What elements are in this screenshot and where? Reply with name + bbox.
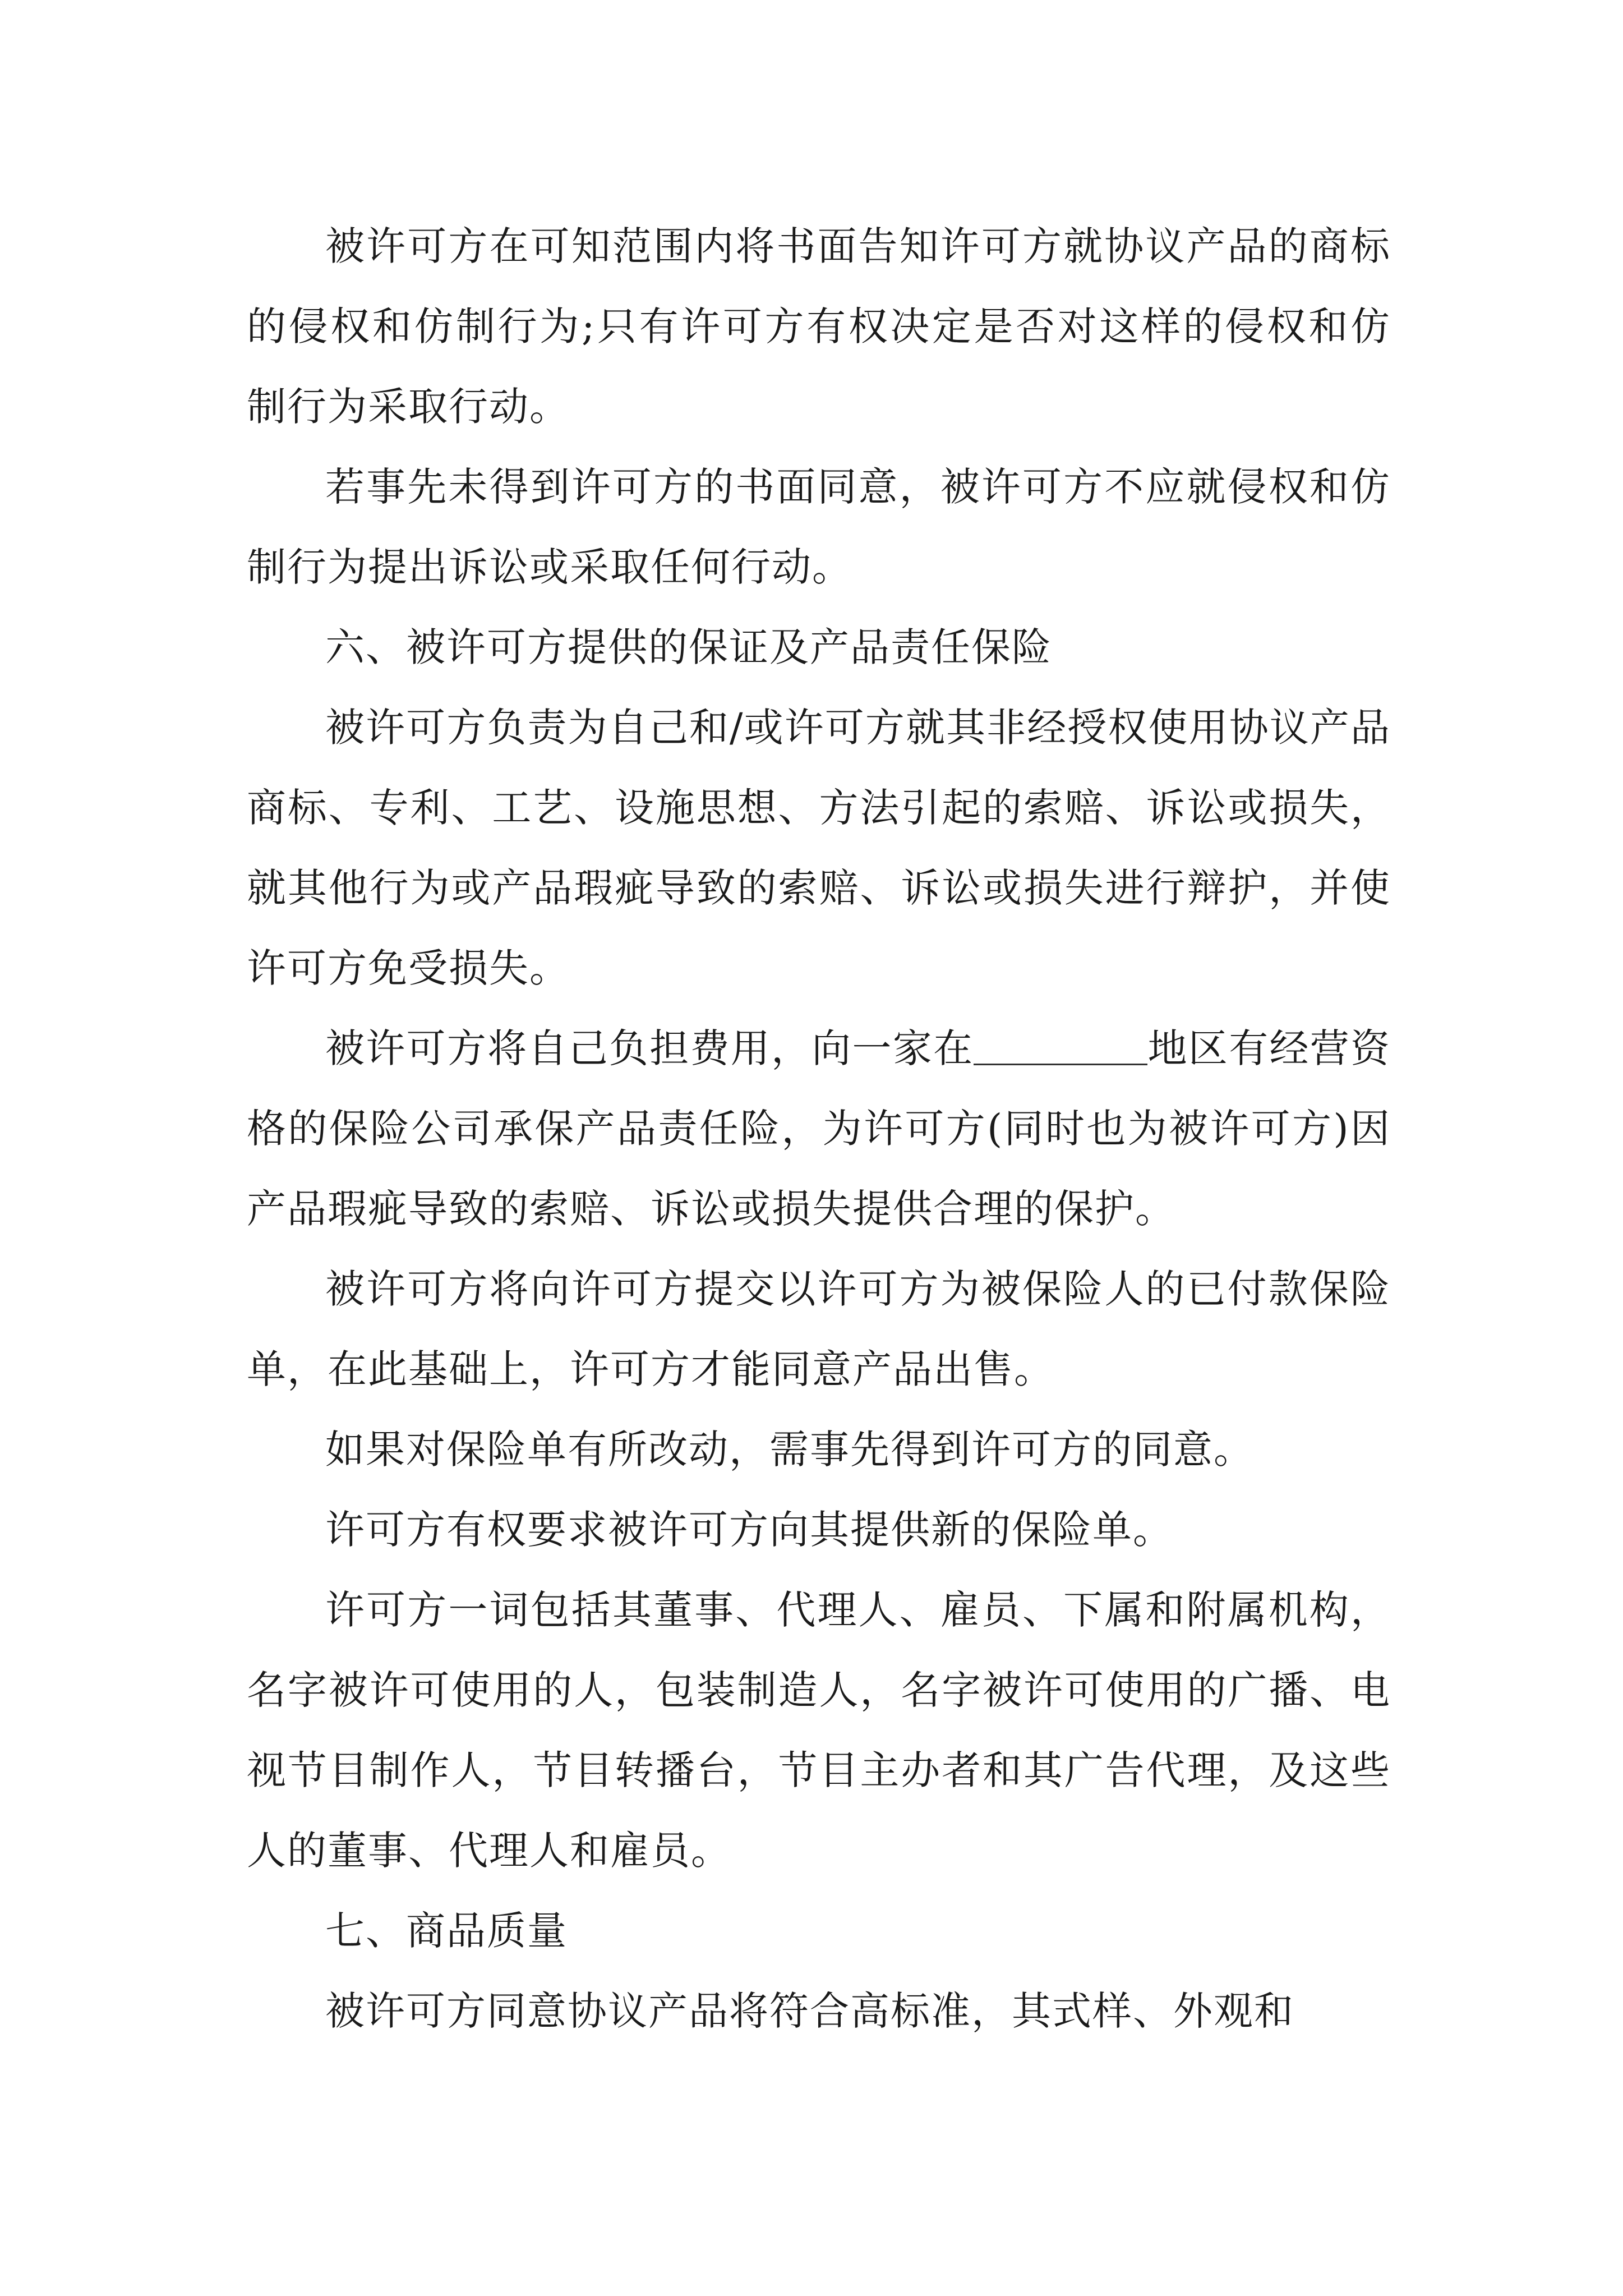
document-body <box>247 206 1391 2051</box>
paragraph-policy-submission: 被许可方将向许可方提交以许可方为被保险人的已付款保险单，在此基础上，许可方才能同意产品出售。 <box>247 1266 1391 1392</box>
section-heading-seven: 七、商品质量 <box>325 1908 568 1954</box>
paragraph-new-policy: 许可方有权要求被许可方向其提供新的保险单。 <box>325 1507 1173 1553</box>
paragraph-insurance-after: 地区有经营资格的保险公司承保产品责任险，为许可方(同时也为被许可方)因产品瑕疵导致的索赔、诉讼或损失提供合理的保护。 <box>247 1025 1391 1232</box>
section-heading-six: 六、被许可方提供的保证及产品责任保险 <box>325 624 1052 670</box>
paragraph-infringement-notice: 被许可方在可知范围内将书面告知许可方就协议产品的商标的侵权和仿制行为;只有许可方有权决定是否对这样的侵权和仿制行为采取行动。 <box>247 223 1391 430</box>
paragraph-defense-obligation: 被许可方负责为自己和/或许可方就其非经授权使用协议产品商标、专利、工艺、设施思想、方法引起的索赔、诉讼或损失，就其他行为或产品瑕疵导致的索赔、诉讼或损失进行辩护，并使许可方免受损失。 <box>247 705 1391 991</box>
paragraph-insurance <box>247 1009 1391 1249</box>
paragraph-licensor-definition: 许可方一词包括其董事、代理人、雇员、下属和附属机构，名字被许可使用的人，包装制造人，名字被许可使用的广播、电视节目制作人，节目转播台，节目主办者和其广告代理，及这些人的董事、代理人和雇员。 <box>247 1587 1391 1874</box>
fill-in-blank-region <box>974 1024 1147 1065</box>
paragraph-policy-change: 如果对保险单有所改动，需事先得到许可方的同意。 <box>325 1427 1254 1473</box>
paragraph-litigation-consent: 若事先未得到许可方的书面同意，被许可方不应就侵权和仿制行为提出诉讼或采取任何行动。 <box>247 464 1391 590</box>
paragraph-quality: 被许可方同意协议产品将符合高标准，其式样、外观和 <box>325 1988 1294 2034</box>
paragraph-insurance-before: 被许可方将自己负担费用，向一家在 <box>325 1025 974 1071</box>
